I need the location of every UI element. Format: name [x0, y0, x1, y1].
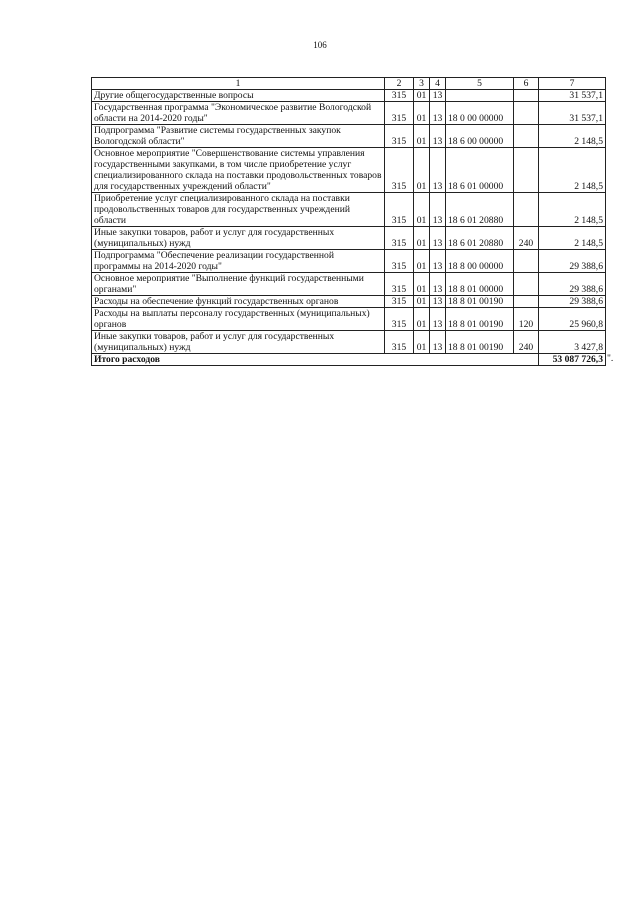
row-podrazdel-cell: 13 [430, 193, 446, 227]
row-vid-cell [514, 193, 539, 227]
row-sum-cell: 31 537,1 [539, 90, 606, 102]
header-cell: 7 [539, 78, 606, 90]
table-row [92, 125, 606, 148]
row-ved-cell: 315 [385, 90, 414, 102]
row-razdel-cell: 01 [414, 296, 430, 308]
table-row [92, 102, 606, 125]
row-razdel-cell: 01 [414, 308, 430, 331]
row-podrazdel-cell: 13 [430, 148, 446, 193]
header-cell: 4 [430, 78, 446, 90]
row-name-cell: Основное мероприятие "Выполнение функций государственными органами" [92, 273, 385, 296]
row-vid-cell: 240 [514, 227, 539, 250]
table-row [92, 331, 606, 354]
row-razdel-cell: 01 [414, 90, 430, 102]
row-name-cell: Приобретение услуг специализированного склада на поставки продовольственных товаров для государственных учреждений области [92, 193, 385, 227]
table-row [92, 193, 606, 227]
table-body [92, 78, 606, 366]
row-csr-cell: 18 6 00 00000 [446, 125, 514, 148]
row-ved-cell: 315 [385, 250, 414, 273]
row-razdel-cell: 01 [414, 331, 430, 354]
row-razdel-cell: 01 [414, 148, 430, 193]
row-vid-cell: 120 [514, 308, 539, 331]
row-csr-cell: 18 8 01 00190 [446, 308, 514, 331]
row-name-cell: Государственная программа "Экономическое развитие Вологодской области на 2014-2020 годы" [92, 102, 385, 125]
page-number: 106 [313, 40, 327, 50]
row-sum-cell: 2 148,5 [539, 148, 606, 193]
row-vid-cell [514, 250, 539, 273]
row-csr-cell [446, 90, 514, 102]
table-row [92, 250, 606, 273]
table-row [92, 273, 606, 296]
row-podrazdel-cell: 13 [430, 125, 446, 148]
row-podrazdel-cell: 13 [430, 102, 446, 125]
table-row [92, 90, 606, 102]
header-cell: 6 [514, 78, 539, 90]
row-name-cell: Подпрограмма "Развитие системы государственных закупок Вологодской области" [92, 125, 385, 148]
row-razdel-cell: 01 [414, 273, 430, 296]
row-vid-cell [514, 125, 539, 148]
row-sum-cell: 29 388,6 [539, 296, 606, 308]
row-name-cell: Иные закупки товаров, работ и услуг для государственных (муниципальных) нужд [92, 331, 385, 354]
row-ved-cell: 315 [385, 148, 414, 193]
row-podrazdel-cell: 13 [430, 227, 446, 250]
table-row [92, 148, 606, 193]
header-cell: 1 [92, 78, 385, 90]
row-ved-cell: 315 [385, 102, 414, 125]
row-razdel-cell: 01 [414, 227, 430, 250]
row-podrazdel-cell: 13 [430, 331, 446, 354]
row-razdel-cell: 01 [414, 193, 430, 227]
row-sum-cell: 2 148,5 [539, 193, 606, 227]
row-csr-cell: 18 8 01 00190 [446, 331, 514, 354]
header-cell: 3 [414, 78, 430, 90]
row-podrazdel-cell: 13 [430, 308, 446, 331]
row-podrazdel-cell: 13 [430, 273, 446, 296]
header-cell: 5 [446, 78, 514, 90]
row-podrazdel-cell: 13 [430, 296, 446, 308]
row-sum-cell: 3 427,8 [539, 331, 606, 354]
closing-quote: ". [607, 353, 614, 364]
row-vid-cell [514, 102, 539, 125]
row-csr-cell: 18 6 01 20880 [446, 227, 514, 250]
row-name-cell: Расходы на выплаты персоналу государственных (муниципальных) органов [92, 308, 385, 331]
row-vid-cell [514, 273, 539, 296]
row-razdel-cell: 01 [414, 125, 430, 148]
row-ved-cell: 315 [385, 273, 414, 296]
row-ved-cell: 315 [385, 331, 414, 354]
row-csr-cell: 18 6 01 00000 [446, 148, 514, 193]
row-vid-cell [514, 296, 539, 308]
table-row [92, 227, 606, 250]
row-name-cell: Другие общегосударственные вопросы [92, 90, 385, 102]
row-name-cell: Подпрограмма "Обеспечение реализации государственной программы на 2014-2020 годы" [92, 250, 385, 273]
row-ved-cell: 315 [385, 308, 414, 331]
row-name-cell: Иные закупки товаров, работ и услуг для государственных (муниципальных) нужд [92, 227, 385, 250]
table-row [92, 296, 606, 308]
row-csr-cell: 18 8 01 00000 [446, 273, 514, 296]
table-header-row [92, 78, 606, 90]
row-ved-cell: 315 [385, 125, 414, 148]
total-sum: 53 087 726,3 [539, 354, 606, 366]
row-ved-cell: 315 [385, 296, 414, 308]
row-csr-cell: 18 6 01 20880 [446, 193, 514, 227]
row-ved-cell: 315 [385, 193, 414, 227]
row-razdel-cell: 01 [414, 102, 430, 125]
row-sum-cell: 31 537,1 [539, 102, 606, 125]
row-csr-cell: 18 0 00 00000 [446, 102, 514, 125]
row-ved-cell: 315 [385, 227, 414, 250]
row-vid-cell [514, 90, 539, 102]
row-vid-cell: 240 [514, 331, 539, 354]
row-sum-cell: 2 148,5 [539, 227, 606, 250]
row-sum-cell: 29 388,6 [539, 250, 606, 273]
row-podrazdel-cell: 13 [430, 90, 446, 102]
budget-table [91, 77, 606, 366]
row-podrazdel-cell: 13 [430, 250, 446, 273]
row-vid-cell [514, 148, 539, 193]
row-sum-cell: 2 148,5 [539, 125, 606, 148]
table-row [92, 308, 606, 331]
total-row [92, 354, 606, 366]
row-razdel-cell: 01 [414, 250, 430, 273]
row-sum-cell: 29 388,6 [539, 273, 606, 296]
row-csr-cell: 18 8 01 00190 [446, 296, 514, 308]
total-label: Итого расходов [92, 354, 539, 366]
row-csr-cell: 18 8 00 00000 [446, 250, 514, 273]
row-name-cell: Основное мероприятие "Совершенствование системы управления государственными закупками, в том числе приобретение услуг специализированного склада на поставки продовольственных товаров для государственных учреждений области" [92, 148, 385, 193]
row-sum-cell: 25 960,8 [539, 308, 606, 331]
row-name-cell: Расходы на обеспечение функций государственных органов [92, 296, 385, 308]
header-cell: 2 [385, 78, 414, 90]
